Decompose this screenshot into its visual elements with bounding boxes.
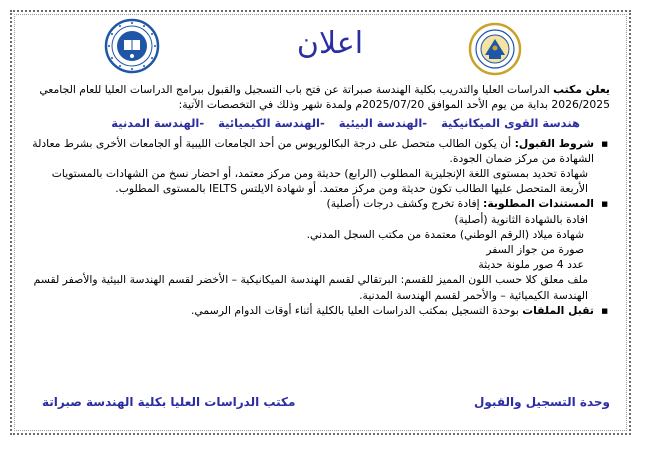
section-label: المستندات المطلوبة: xyxy=(483,197,594,211)
section-line: بوحدة التسجيل بمكتب الدراسات العليا بالكلية أثناء أوقات الدوام الرسمي. xyxy=(190,303,523,317)
section-required-documents xyxy=(24,196,594,302)
intro-lead: يعلن مكتب xyxy=(553,83,610,96)
page-title: اعلان xyxy=(296,26,364,61)
section-admission-conditions xyxy=(24,136,594,197)
section-line: أن يكون الطالب متحصل على درجة البكالوريوس من أحد الجامعات الليبية أو الجامعات الأخرى بشرط معادلة الشهادة من مركز ضمان الجودة. xyxy=(32,136,594,165)
university-seal-icon xyxy=(104,18,160,74)
section-file-submission xyxy=(24,303,594,318)
specialization-item: -الهندسة الكيميائية xyxy=(218,116,325,131)
section-line: شهادة تحديد بمستوى اللغة الإنجليزية المطلوب (الرابع) حديثة ومن مركز معتمد، أو احضار نسخ من الشهادات بالمستويات الأربعة المتحصل عليها الطالب تكون حديثة ومن مركز معتمد. أو شهادة الايلتس IELTS بالمستوى المطلوب. xyxy=(51,167,588,196)
section-line: شهادة ميلاد (الرقم الوطني) معتمدة من مكتب السجل المدني. xyxy=(306,227,584,241)
section-line: افادة بالشهادة الثانوية (أصلية) xyxy=(454,212,588,226)
footer-graduate-office: مكتب الدراسات العليا بكلية الهندسة صبراتة xyxy=(42,395,296,409)
specialization-item: -الهندسة المدنية xyxy=(111,116,205,131)
section-line: صورة من جواز السفر xyxy=(486,243,584,257)
section-line: إفادة تخرج وكشف درجات (أصلية) xyxy=(326,197,484,211)
specialization-item: هندسة القوى الميكانيكية xyxy=(441,116,580,131)
section-label: تقبل الملفات xyxy=(522,303,594,317)
specializations-list xyxy=(24,116,610,131)
intro-text: الدراسات العليا والتدريب بكلية الهندسة صبراتة عن فتح باب التسجيل والقبول ببرامج الدراسات العليا للعام الجامعي 2026/2025 بداية من يوم الأحد الموافق 2025/07/20م ولمدة شهر وذلك في التخصصات الآتية: xyxy=(39,83,610,112)
section-line: عدد 4 صور ملونة حديثة xyxy=(478,258,584,272)
faculty-seal-icon xyxy=(468,22,522,76)
specialization-item: -الهندسة البيئية xyxy=(338,116,428,131)
section-label: شروط القبول: xyxy=(514,136,594,150)
requirements-list xyxy=(24,136,610,318)
announcement-body xyxy=(24,82,610,318)
intro-paragraph xyxy=(24,82,610,112)
footer-registration-unit: وحدة التسجيل والقبول xyxy=(473,395,610,409)
section-line: ملف معلق كلا حسب اللون المميز للقسم: البرتقالي لقسم الهندسة الميكانيكية – الأخضر لقسم الهندسة البيئية والأصفر لقسم الهندسة الكيميائية – والأحمر لقسم الهندسة المدنية. xyxy=(33,273,588,302)
